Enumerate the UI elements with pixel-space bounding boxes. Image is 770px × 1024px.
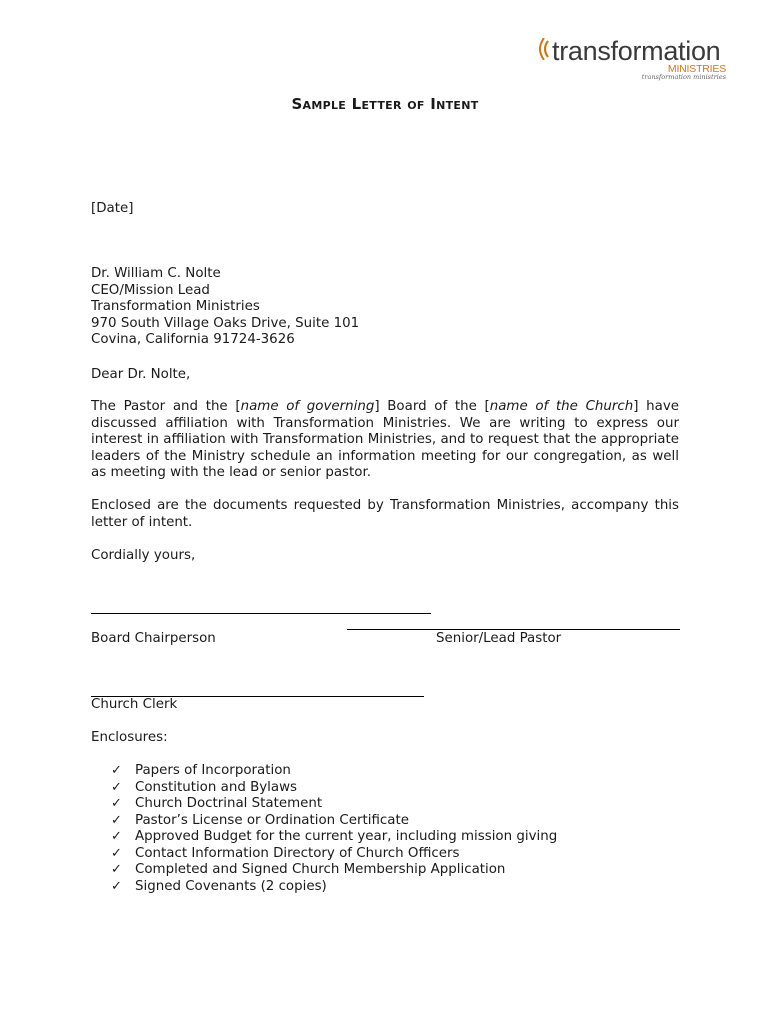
list-item bbox=[91, 879, 691, 896]
list-item bbox=[91, 780, 691, 797]
recipient-address bbox=[91, 266, 679, 349]
body-paragraph-1 bbox=[91, 399, 679, 482]
logo-tagline: transformation ministries bbox=[641, 73, 726, 81]
body-text: ] have discussed affiliation with Transformation Ministries. We are writing to express our interest in affiliation with Transformation Ministries, and to request that the appropriate leaders of the Ministry schedule an information meeting for our congregation, as well as meeting with the lead or senior pastor. bbox=[91, 399, 680, 480]
enclosure-label: Church Doctrinal Statement bbox=[135, 796, 323, 811]
date-placeholder: [Date] bbox=[91, 201, 134, 216]
logo-wordmark: transformation bbox=[552, 36, 721, 66]
pastor-label: Senior/Lead Pastor bbox=[436, 631, 562, 646]
checkmark-icon: ✓ bbox=[111, 878, 122, 894]
page-title: Sample Letter of Intent bbox=[291, 95, 479, 113]
enclosure-label: Papers of Incorporation bbox=[135, 763, 291, 778]
signature-line-pastor bbox=[347, 629, 680, 630]
enclosure-label: Approved Budget for the current year, including mission giving bbox=[135, 829, 558, 844]
checkmark-icon: ✓ bbox=[111, 796, 122, 811]
chairperson-label: Board Chairperson bbox=[91, 631, 216, 646]
checkmark-icon: ✓ bbox=[111, 829, 122, 844]
closing: Cordially yours, bbox=[91, 548, 196, 563]
placeholder-church: name of the Church bbox=[489, 399, 634, 414]
logo bbox=[536, 34, 726, 86]
list-item bbox=[91, 796, 691, 813]
enclosure-label: Constitution and Bylaws bbox=[135, 779, 298, 795]
checkmark-icon: ✓ bbox=[111, 862, 122, 877]
checkmark-icon: ✓ bbox=[111, 812, 122, 828]
recipient-line: 970 South Village Oaks Drive, Suite 101 bbox=[91, 315, 360, 331]
list-item bbox=[91, 862, 691, 879]
recipient-line: Dr. William C. Nolte bbox=[91, 266, 221, 281]
enclosures-heading: Enclosures: bbox=[91, 730, 168, 745]
logo-subtitle: MINISTRIES bbox=[667, 63, 726, 75]
checkmark-icon: ✓ bbox=[111, 779, 122, 795]
list-item bbox=[91, 829, 691, 846]
list-item bbox=[91, 763, 691, 780]
body-text: The Pastor and the [ bbox=[91, 399, 241, 414]
enclosures-list bbox=[91, 763, 691, 895]
list-item bbox=[91, 813, 691, 830]
enclosure-label: Pastor’s License or Ordination Certificate bbox=[135, 812, 409, 828]
sound-wave-icon bbox=[536, 38, 552, 60]
enclosure-label: Completed and Signed Church Membership Application bbox=[135, 862, 506, 877]
list-item bbox=[91, 846, 691, 863]
signature-line-chair bbox=[91, 613, 431, 614]
recipient-line: Covina, California 91724-3626 bbox=[91, 332, 295, 347]
clerk-label: Church Clerk bbox=[91, 697, 178, 712]
checkmark-icon: ✓ bbox=[111, 763, 122, 778]
enclosure-label: Contact Information Directory of Church Officers bbox=[135, 845, 460, 861]
enclosure-label: Signed Covenants (2 copies) bbox=[135, 878, 327, 894]
recipient-line: CEO/Mission Lead bbox=[91, 282, 210, 298]
body-text: ] Board of the [ bbox=[374, 399, 490, 414]
checkmark-icon: ✓ bbox=[111, 845, 122, 861]
salutation: Dear Dr. Nolte, bbox=[91, 367, 191, 382]
body-paragraph-2: Enclosed are the documents requested by Transformation Ministries, accompany this letter of intent. bbox=[91, 498, 679, 530]
placeholder-governing: name of governing bbox=[240, 399, 375, 414]
recipient-line: Transformation Ministries bbox=[91, 299, 260, 314]
